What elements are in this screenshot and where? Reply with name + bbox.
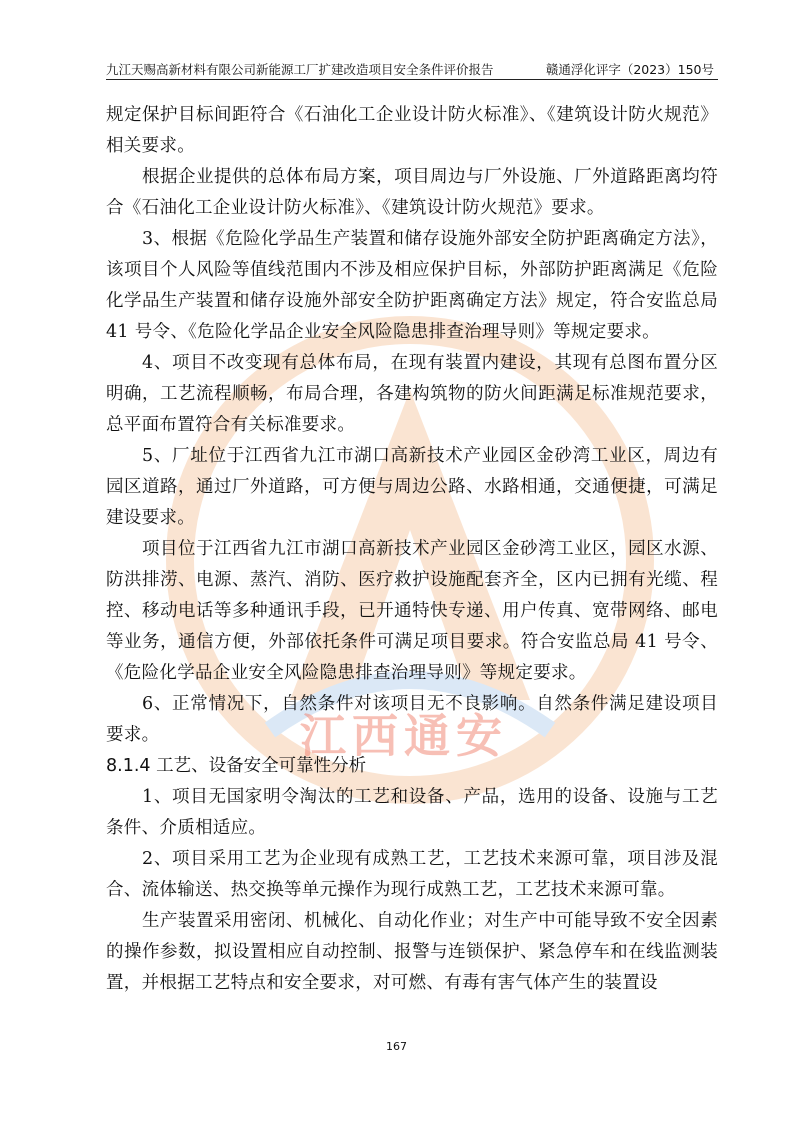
paragraph: 1、项目无国家明令淘汰的工艺和设备、产品，选用的设备、设施与工艺条件、介质相适应。 xyxy=(106,787,718,838)
watermark-brand: 江西通安 xyxy=(300,709,508,763)
paragraph: 2、项目采用工艺为企业现有成熟工艺，工艺技术来源可靠，项目涉及混合、流体输送、热交换等单元操作为现行成熟工艺，工艺技术来源可靠。 xyxy=(106,849,718,900)
document-number: 赣通浮化评字（2023）150号 xyxy=(545,62,714,77)
section-heading: 8.1.4 工艺、设备安全可靠性分析 xyxy=(106,756,367,776)
paragraph: 6、正常情况下，自然条件对该项目无不良影响。自然条件满足建设项目要求。 xyxy=(106,694,718,745)
document-body xyxy=(106,100,718,999)
paragraph: 5、厂址位于江西省九江市湖口高新技术产业园区金砂湾工业区，周边有园区道路，通过厂外道路，可方便与周边公路、水路相通，交通便捷，可满足建设要求。 xyxy=(106,446,718,528)
paragraph: 项目位于江西省九江市湖口高新技术产业园区金砂湾工业区，园区水源、防洪排涝、电源、蒸汽、消防、医疗救护设施配套齐全，区内已拥有光缆、程控、移动电话等多种通讯手段，已开通特快专递、用户传真、宽带网络、邮电等业务，通信方便，外部依托条件可满足项目要求。符合安监总局 41 号令、《危险化学品企业安全风险隐患排查治理导则》等规定要求。 xyxy=(106,539,718,683)
page-number: 167 xyxy=(386,1040,407,1053)
header-divider xyxy=(106,79,718,80)
paragraph: 4、项目不改变现有总体布局，在现有装置内建设，其现有总图布置分区明确，工艺流程顺畅，布局合理，各建构筑物的防火间距满足标准规范要求，总平面布置符合有关标准要求。 xyxy=(106,353,718,435)
paragraph: 规定保护目标间距符合《石油化工企业设计防火标准》、《建筑设计防火规范》相关要求。 xyxy=(106,105,718,156)
paragraph: 生产装置采用密闭、机械化、自动化作业；对生产中可能导致不安全因素的操作参数，拟设置相应自动控制、报警与连锁保护、紧急停车和在线监测装置，并根据工艺特点和安全要求，对可燃、有毒有害气体产生的装置设 xyxy=(106,911,718,993)
paragraph: 3、根据《危险化学品生产装置和储存设施外部安全防护距离确定方法》，该项目个人风险等值线范围内不涉及相应保护目标，外部防护距离满足《危险化学品生产装置和储存设施外部安全防护距离确定方法》规定，符合安监总局 41 号令、《危险化学品企业安全风险隐患排查治理导则》等规定要求。 xyxy=(106,229,718,342)
paragraph: 根据企业提供的总体布局方案，项目周边与厂外设施、厂外道路距离均符合《石油化工企业设计防火标准》、《建筑设计防火规范》要求。 xyxy=(106,167,718,218)
report-title: 九江天赐高新材料有限公司新能源工厂扩建改造项目安全条件评价报告 xyxy=(106,62,494,77)
page-header xyxy=(106,58,718,78)
